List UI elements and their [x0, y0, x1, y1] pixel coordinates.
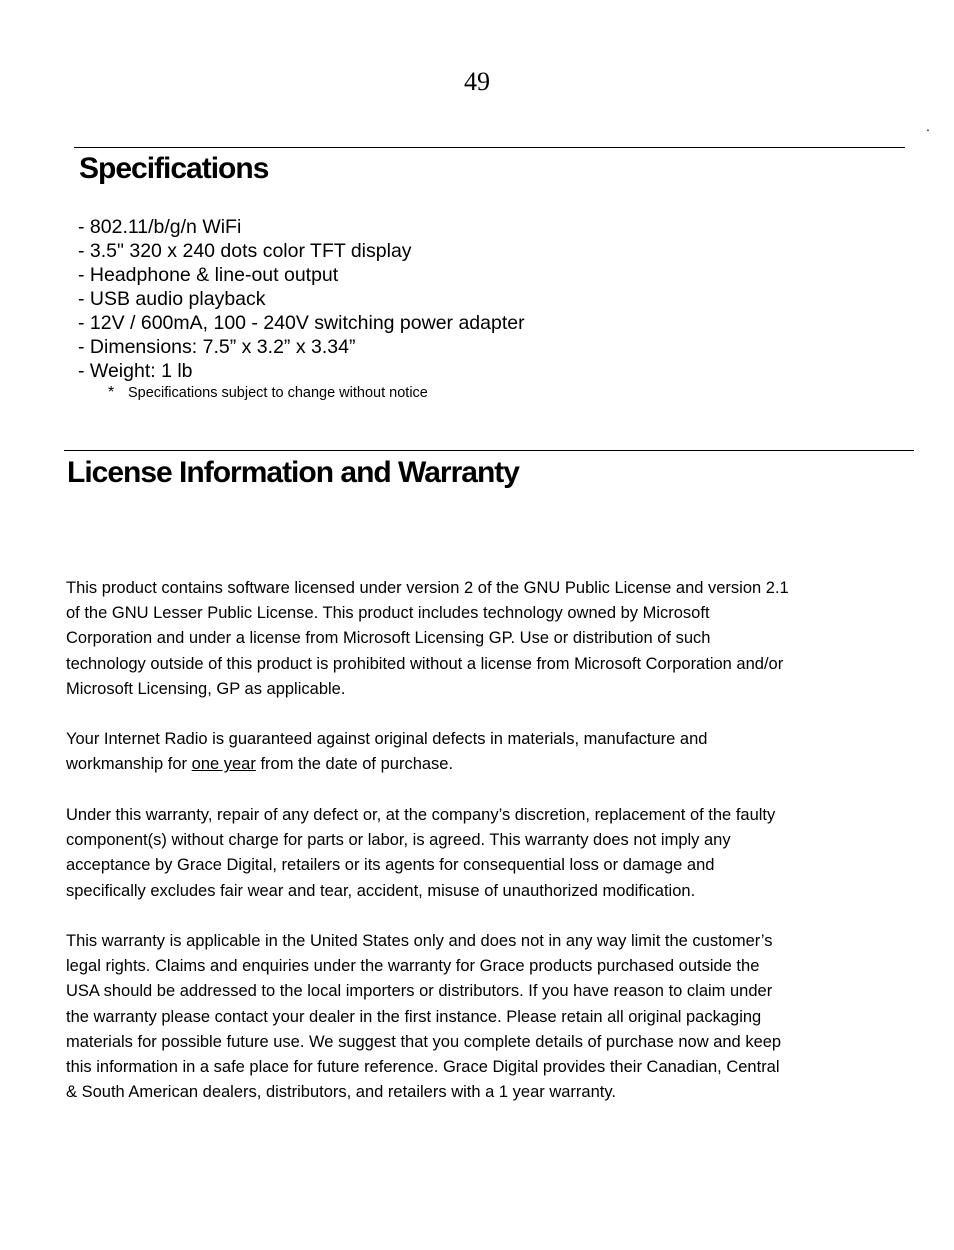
spec-item-display: - 3.5" 320 x 240 dots color TFT display	[78, 240, 412, 262]
text-line	[66, 752, 886, 777]
text-line: Your Internet Radio is guaranteed against original defects in materials, manufacture and	[66, 730, 708, 748]
text-segment: workmanship for	[66, 755, 192, 774]
specifications-divider	[74, 147, 905, 148]
text-line: materials for possible future use. We suggest that you complete details of purchase now and keep	[66, 1032, 782, 1051]
text-line: & South American dealers, distributors, and retailers with a 1 year warranty.	[66, 1083, 616, 1102]
text-line: technology outside of this product is prohibited without a license from Microsoft Corporation and/or	[66, 654, 784, 673]
license-divider	[64, 450, 914, 451]
specifications-note	[108, 383, 428, 403]
warranty-period: one year	[191, 755, 256, 774]
note-marker: *	[108, 384, 115, 401]
text-line: specifically excludes fair wear and tear, accident, misuse of unauthorized modification.	[66, 881, 696, 900]
page-number: 49	[464, 67, 490, 96]
warranty-terms-paragraph	[66, 803, 886, 904]
text-line: Under this warranty, repair of any defect or, at the company’s discretion, replacement of the faulty	[66, 806, 776, 824]
text-line: This product contains software licensed under version 2 of the GNU Public License and version 2.1	[66, 579, 789, 597]
guarantee-paragraph	[66, 727, 886, 777]
text-line: This warranty is applicable in the United States only and does not in any way limit the customer’s	[66, 932, 773, 950]
text-line: the warranty please contact your dealer in the first instance. Please retain all original packaging	[66, 1007, 762, 1026]
text-segment: from the date of purchase.	[255, 755, 454, 774]
text-line: Microsoft Licensing, GP as applicable.	[66, 679, 346, 698]
spec-item-wifi: - 802.11/b/g/n WiFi	[78, 216, 242, 238]
text-line: legal rights. Claims and enquiries under the warranty for Grace products purchased outside the	[66, 957, 760, 976]
spec-item-usb: - USB audio playback	[78, 288, 266, 310]
warranty-scope-paragraph	[66, 929, 886, 1105]
text-line: this information in a safe place for future reference. Grace Digital provides their Canadian, Central	[66, 1058, 780, 1077]
text-line: USA should be addressed to the local importers or distributors. If you have reason to claim under	[66, 982, 773, 1001]
text-line: component(s) without charge for parts or labor, is agreed. This warranty does not imply any	[66, 831, 731, 850]
corner-mark: .	[926, 118, 930, 134]
text-line: Corporation and under a license from Microsoft Licensing GP. Use or distribution of such	[66, 629, 711, 648]
text-line: of the GNU Lesser Public License. This product includes technology owned by Microsoft	[66, 604, 710, 623]
spec-item-dimensions: - Dimensions: 7.5” x 3.2” x 3.34”	[78, 336, 356, 358]
spec-item-audio-output: - Headphone & line-out output	[78, 264, 339, 286]
note-text: Specifications subject to change without notice	[128, 385, 428, 401]
license-paragraph	[66, 576, 886, 702]
specifications-list	[78, 215, 525, 383]
text-line: acceptance by Grace Digital, retailers or its agents for consequential loss or damage and	[66, 856, 715, 875]
spec-item-weight: - Weight: 1 lb	[78, 360, 193, 382]
spec-item-power: - 12V / 600mA, 100 - 240V switching power adapter	[78, 312, 525, 334]
specifications-heading: Specifications	[79, 152, 269, 185]
license-heading: License Information and Warranty	[67, 456, 519, 489]
